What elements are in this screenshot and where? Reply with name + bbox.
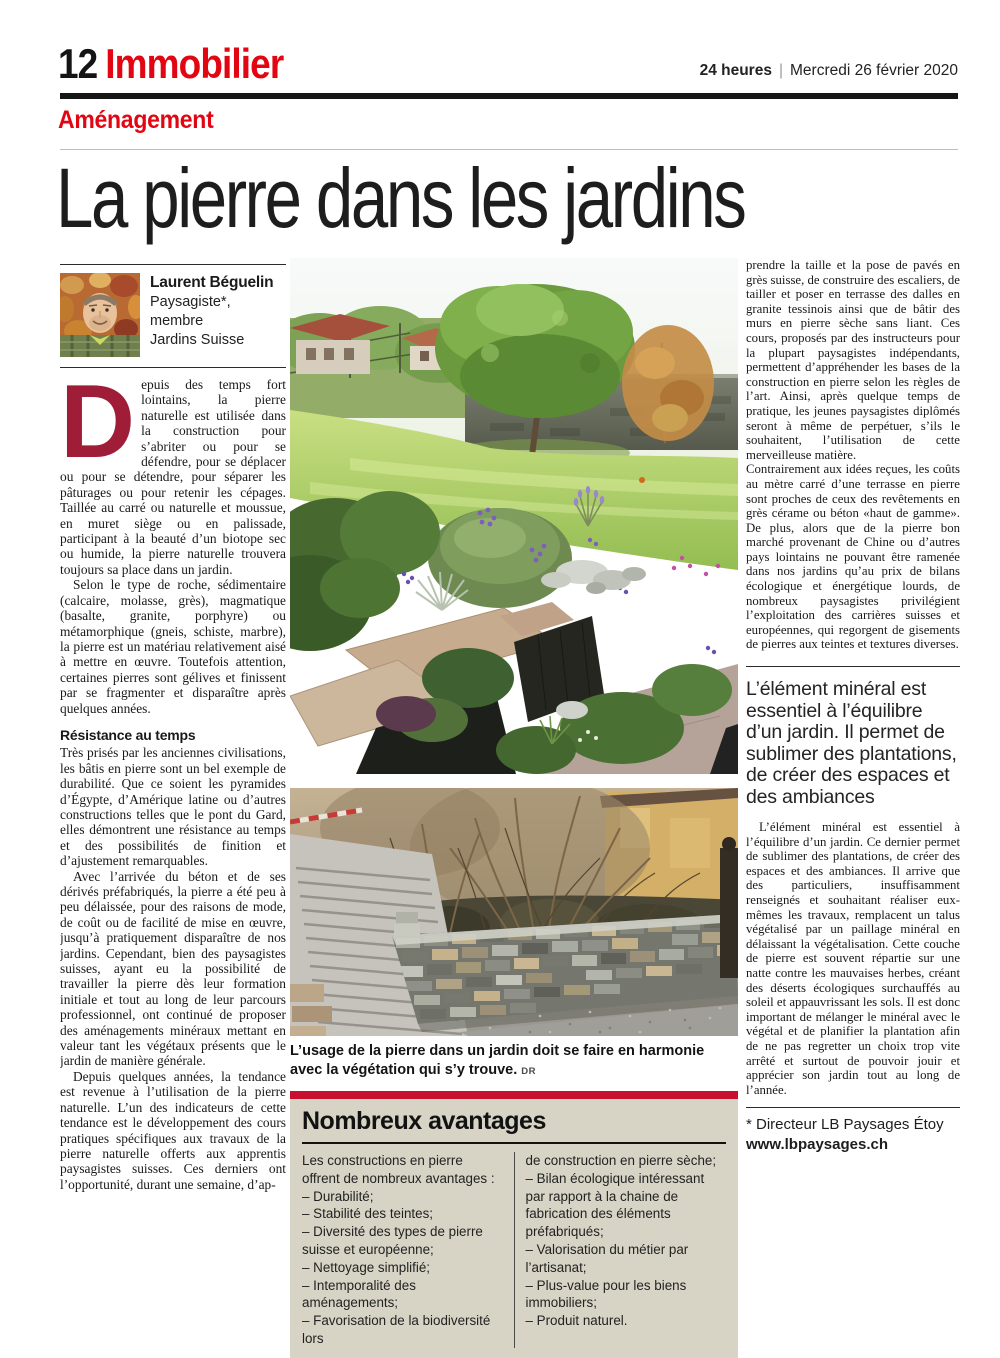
author-text xyxy=(150,273,273,350)
box-red-bar xyxy=(290,1091,738,1099)
advantage-item: – Bilan écologique intéressant par rapport à la chaine de fabrication des éléments préfabriqués; xyxy=(525,1170,705,1240)
box-column-left xyxy=(302,1152,515,1348)
article-body-right xyxy=(746,258,960,652)
stone-wall-photo xyxy=(290,788,738,1036)
drop-cap: D xyxy=(60,364,136,480)
author-role-line: membre xyxy=(150,313,204,329)
header-rule xyxy=(60,93,958,99)
box-intro: Les constructions en pierre offrent de nombreux avantages : xyxy=(302,1153,495,1186)
advantage-item: – Stabilité des teintes; xyxy=(302,1206,434,1222)
author-role xyxy=(150,293,273,350)
masthead-date xyxy=(700,62,958,80)
body-paragraph: Depuis quelques années, la tendance est revenue à l’utilisation de la pierre naturelle. L’un des indicateurs de cette tendance est le développement des cours pratiques spécifiques aux travaux de la pierre naturelle offerts aux apprentis paysagistes suisses. Ces derniers ont l’opportunité, durant une semaine, d’ap- xyxy=(60,1068,286,1192)
advantage-item: – Valorisation du métier par l’artisanat; xyxy=(525,1241,689,1275)
page-title: La pierre dans les jardins xyxy=(56,151,745,245)
page-number: 12 xyxy=(58,40,98,87)
advantage-item: – Durabilité; xyxy=(302,1188,374,1204)
section-header xyxy=(58,40,283,88)
author-role-line: Jardins Suisse xyxy=(150,332,245,348)
article-body-right-bottom xyxy=(746,820,960,1097)
advantage-item: – Nettoyage simplifié; xyxy=(302,1259,431,1275)
issue-date: Mercredi 26 février 2020 xyxy=(790,62,958,79)
garden-photo xyxy=(290,258,738,774)
website-url: www.lbpaysages.ch xyxy=(746,1136,888,1154)
photo-credit: DR xyxy=(521,1066,537,1077)
newspaper-name: 24 heures xyxy=(699,62,772,79)
column-right xyxy=(746,258,960,1316)
separator: | xyxy=(778,62,783,79)
advantage-item-continuation: de construction en pierre sèche; xyxy=(525,1153,717,1168)
footnote-text: * Directeur LB Paysages Étoy xyxy=(746,1116,944,1134)
advantages-box xyxy=(290,1091,738,1358)
column-left xyxy=(60,264,286,1314)
subhead-resistance: Résistance au temps xyxy=(60,726,196,743)
article-body-left xyxy=(60,364,286,1192)
body-paragraph: Contrairement aux idées reçues, les coûts au mètre carré d’une terrasse en pierre sont proches de ceux des revêtements en grès cérame ou béton «haut de gamme». De plus, alors que de la pierre bon marché provenant de Chine ou d’autres pays lointains ne pouvant être ramenée dans nos jardins qu’au prix de bilans écologique et énergétique lourds, de nombreux paysagistes privilégient l’exploitation des carrières suisses et européennes, qui regorgent de gisements de pierres aux teintes et textures diverses. xyxy=(746,462,960,652)
rubric-label: Aménagement xyxy=(58,106,214,134)
body-paragraph xyxy=(60,364,286,577)
paragraph-text: epuis des temps fort lointains, la pierre naturelle est utilisée dans la construction pour s’abriter ou pour se défendre, pour se déplacer ou pour se détendre, pour séparer les pâturages ou pour retenir les cépages. Taillée au carré ou naturelle et moussue, en muret siège ou en palissade, participant à la beauté d’un biotope sec ou humide, la pierre naturelle trouvera toujours sa place dans un jardin. xyxy=(60,377,286,577)
photo-caption xyxy=(290,1042,738,1081)
box-content xyxy=(290,1099,738,1358)
caption-text: L’usage de la pierre dans un jardin doit se faire en harmonie avec la végétation qui s’y trouve. xyxy=(290,1043,705,1078)
body-paragraph: L’élément minéral est essentiel à l’équilibre d’un jardin. Ce dernier permet de sublimer des plantations, de créer des espaces et des ambiances. Il arrive que des particuliers, insuffisamment renseignés et souhaitant réaliser eux-mêmes les travaux, remplacent un talus végétalisé par un paillage minéral en délaissant la végétalisation. Cette couche de pierre est souvent répartie sur une natte contre les mauvaises herbes, créant des déserts écologiques surchauffés au soleil et appauvrissant les sols. Il est donc important de mélanger le minéral avec le végétal et de planifier la plantation afin de ne pas regretter un choix trop vite arrêté et surtout de pouvoir jouir et apprécier son jardin tout au long de l’année. xyxy=(746,820,960,1097)
body-paragraph: Très prisés par les anciennes civilisations, les bâtis en pierre sont un bel exemple de durabilité. Que ce soient les pyramides d’Égypte, d’Amérique latine ou d’autres constructions telles que le pont du Gard, elles démontrent une résistance au temps et des possibilités de finition et d’ajustement remarquables. xyxy=(60,745,286,869)
advantage-item: – Plus-value pour les biens immobiliers; xyxy=(525,1277,687,1311)
advantage-item: – Intemporalité des aménagements; xyxy=(302,1277,416,1311)
advantage-item: – Diversité des types de pierre suisse et européenne; xyxy=(302,1224,483,1257)
pull-quote: L’élément minéral est essentiel à l’équilibre d’un jardin. Il permet de sublimer des plantations, de créer des espaces et des ambiances xyxy=(746,666,960,808)
advantage-item: – Produit naturel. xyxy=(525,1313,628,1329)
advantage-item: – Favorisation de la biodiversité lors xyxy=(302,1313,491,1346)
column-middle xyxy=(290,258,738,1358)
footnote-block xyxy=(746,1107,960,1155)
author-block xyxy=(60,264,286,368)
advantages-list-right xyxy=(526,1170,727,1330)
box-title: Nombreux avantages xyxy=(302,1103,726,1144)
body-paragraph: Selon le type de roche, sédimentaire (calcaire, molasse, grès), magmatique (basalte, granite, porphyre) ou métamorphique (gneis, schiste, marbre), la pierre est un matériau relativement aisé à mettre en œuvre. Toutefois attention, certaines pierres sont gélives et finissent par se fragmenter et disparaître après quelques années. xyxy=(60,577,286,716)
author-photo xyxy=(60,273,140,357)
author-role-line: Paysagiste*, xyxy=(150,294,231,310)
advantages-list-left xyxy=(302,1188,503,1348)
body-paragraph: Avec l’arrivée du béton et de ses dérivés préfabriqués, la pierre a été peu à peu délaissée, pour des raisons de mode, de coût ou de facilité de mise en œuvre, jusqu’à pratiquement disparaître de nos jardins. Cependant, bien des paysagistes suisses, ayant eu la possibilité de travailler la pierre dès leur formation initiale et tout au long de leur parcours professionnel, ont continué de proposer des aménagements minéraux mettant en valeur tant les végétaux présents que le jardin de manière générale. xyxy=(60,868,286,1069)
body-paragraph: prendre la taille et la pose de pavés en grès suisse, de construire des escaliers, de tailler et poser en terrasse des dalles en granite tessinois ainsi que de bâtir des murs en pierre sèche sans liant. Ces cours, proposés par des instructeurs pour la plupart paysagistes indépendants, permettent d’appréhender les bases de la construction en pierre selon les règles de l’art. Ainsi, après quelque temps de pratique, les jeunes paysagistes diplômés seront à même de perpétuer, s’ils le souhaitent, l’utilisation de cette merveilleuse matière. xyxy=(746,258,960,462)
author-name: Laurent Béguelin xyxy=(150,274,274,291)
section-name: Immobilier xyxy=(105,40,284,87)
box-column-right xyxy=(515,1152,727,1348)
